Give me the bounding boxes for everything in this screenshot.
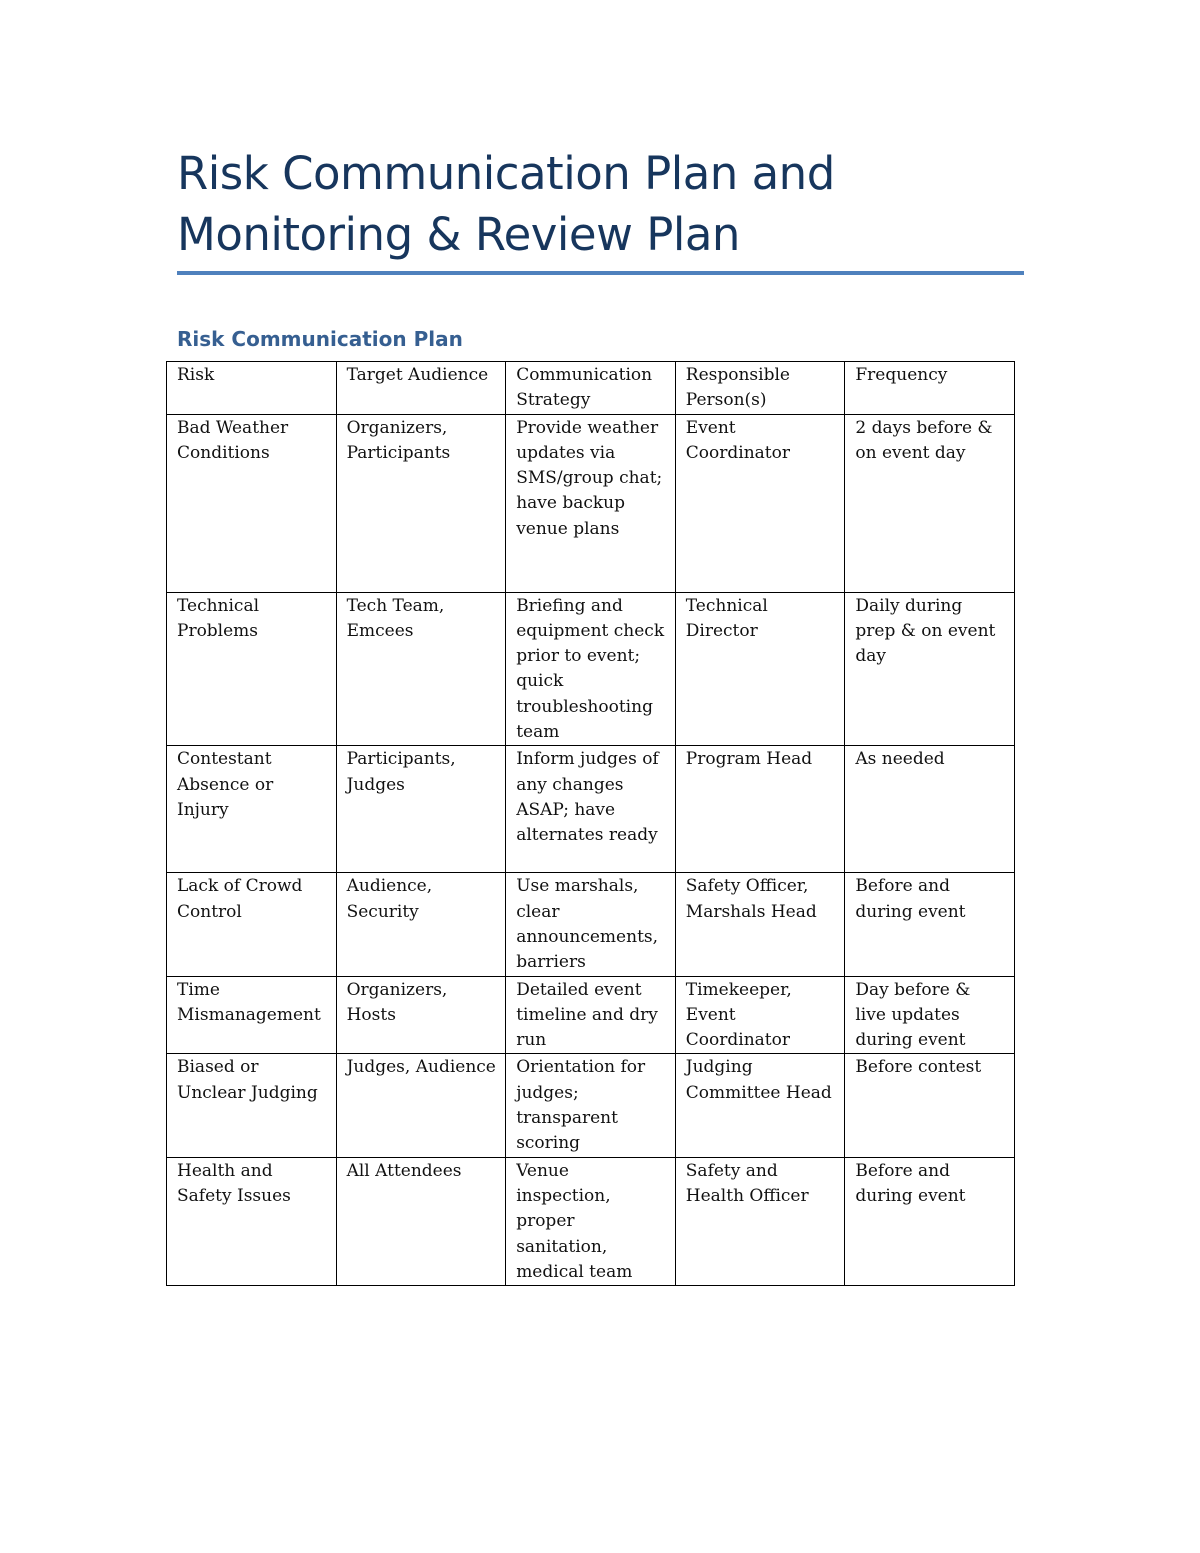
table-row <box>167 976 1015 1054</box>
cell-target-audience: Participants, Judges <box>336 746 506 873</box>
header-target-audience: Target Audience <box>336 362 506 415</box>
table-row <box>167 1157 1015 1285</box>
cell-risk: Technical Problems <box>167 592 337 746</box>
document-title <box>177 143 1027 265</box>
cell-frequency: Before contest <box>845 1054 1015 1157</box>
cell-target-audience: Audience, Security <box>336 873 506 976</box>
cell-responsible-persons: Technical Director <box>675 592 845 746</box>
table-row <box>167 873 1015 976</box>
risk-communication-table <box>166 361 1015 1286</box>
cell-communication-strategy: Detailed event timeline and dry run <box>506 976 676 1054</box>
cell-communication-strategy: Briefing and equipment check prior to event; quick troubleshooting team <box>506 592 676 746</box>
cell-responsible-persons: Timekeeper, Event Coordinator <box>675 976 845 1054</box>
document-title-line-1: Risk Communication Plan and <box>177 147 835 200</box>
header-communication-strategy: Communication Strategy <box>506 362 676 415</box>
table-row <box>167 1054 1015 1157</box>
cell-risk: Time Mismanagement <box>167 976 337 1054</box>
cell-risk: Lack of Crowd Control <box>167 873 337 976</box>
cell-frequency: Daily during prep & on event day <box>845 592 1015 746</box>
cell-risk: Biased or Unclear Judging <box>167 1054 337 1157</box>
cell-target-audience: Judges, Audience <box>336 1054 506 1157</box>
header-responsible-persons: Responsible Person(s) <box>675 362 845 415</box>
cell-target-audience: Organizers, Hosts <box>336 976 506 1054</box>
table-header-row <box>167 362 1015 415</box>
cell-communication-strategy: Use marshals, clear announcements, barriers <box>506 873 676 976</box>
cell-communication-strategy: Inform judges of any changes ASAP; have alternates ready <box>506 746 676 873</box>
document-title-line-2: Monitoring & Review Plan <box>177 208 740 261</box>
cell-responsible-persons: Judging Committee Head <box>675 1054 845 1157</box>
cell-responsible-persons: Program Head <box>675 746 845 873</box>
header-frequency: Frequency <box>845 362 1015 415</box>
cell-responsible-persons: Safety and Health Officer <box>675 1157 845 1285</box>
cell-target-audience: Tech Team, Emcees <box>336 592 506 746</box>
cell-communication-strategy: Venue inspection, proper sanitation, medical team <box>506 1157 676 1285</box>
cell-frequency: Before and during event <box>845 1157 1015 1285</box>
table-row <box>167 414 1015 592</box>
cell-frequency: Day before & live updates during event <box>845 976 1015 1054</box>
cell-target-audience: All Attendees <box>336 1157 506 1285</box>
cell-risk: Bad Weather Conditions <box>167 414 337 592</box>
title-underline <box>177 271 1024 275</box>
cell-frequency: As needed <box>845 746 1015 873</box>
cell-target-audience: Organizers, Participants <box>336 414 506 592</box>
table-row <box>167 592 1015 746</box>
cell-communication-strategy: Orientation for judges; transparent scoring <box>506 1054 676 1157</box>
cell-frequency: Before and during event <box>845 873 1015 976</box>
header-risk: Risk <box>167 362 337 415</box>
table-row <box>167 746 1015 873</box>
section-heading: Risk Communication Plan <box>177 327 463 351</box>
cell-frequency: 2 days before & on event day <box>845 414 1015 592</box>
cell-communication-strategy: Provide weather updates via SMS/group chat; have backup venue plans <box>506 414 676 592</box>
cell-risk: Contestant Absence or Injury <box>167 746 337 873</box>
cell-responsible-persons: Safety Officer, Marshals Head <box>675 873 845 976</box>
cell-risk: Health and Safety Issues <box>167 1157 337 1285</box>
cell-responsible-persons: Event Coordinator <box>675 414 845 592</box>
